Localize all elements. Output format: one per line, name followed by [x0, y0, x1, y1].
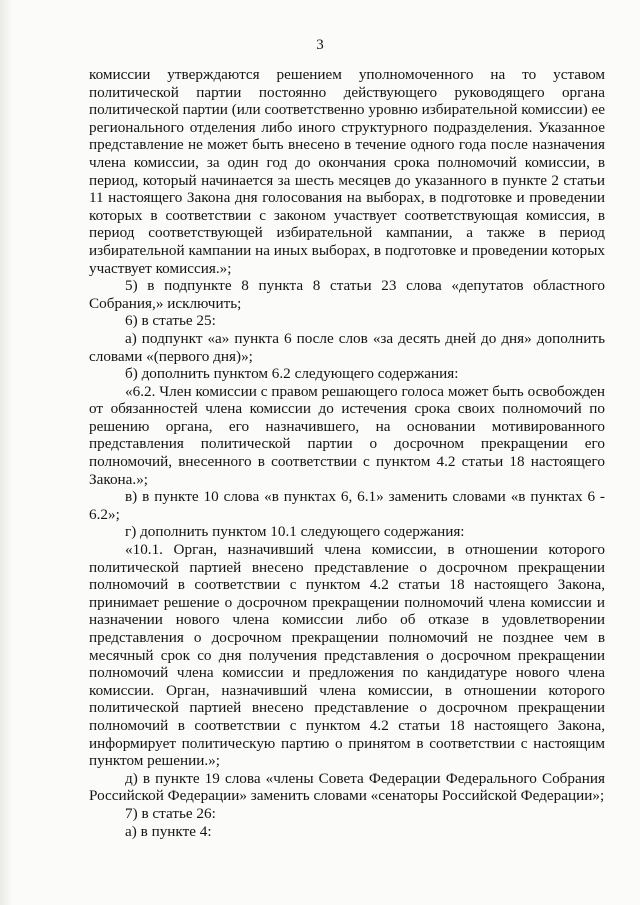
paragraph-0: комиссии утверждаются решением уполномоченного на то уставом политической партии постоянно действующего руководящего органа политической партии (или соответственно уровню избирательной комиссии) ее регионального отделения либо иного структурного подразделения. Указанное представление не может быть внесено в течение одного года после назначения члена комиссии, за один год до окончания срока полномочий комиссии, в период, который начинается за шесть месяцев до указанного в пункте 2 статьи 11 настоящего Закона дня голосования на выборах, в подготовке и проведении которых в соответствии с законом участвует соответствующая комиссия, в период соответствующей избирательной кампании, а также в период избирательной кампании на иных выборах, в подготовке и проведении которых участвует комиссия.»; — [89, 66, 605, 277]
paragraph-7: г) дополнить пунктом 10.1 следующего содержания: — [125, 523, 465, 541]
page-number: 3 — [316, 37, 324, 53]
document-body — [89, 66, 605, 840]
scan-edge-shadow — [0, 0, 12, 905]
paragraph-6: в) в пункте 10 слова «в пунктах 6, 6.1» заменить словами «в пунктах 6 - 6.2»; — [89, 488, 605, 523]
paragraph-10: 7) в статье 26: — [125, 804, 216, 822]
paragraph-9: д) в пункте 19 слова «члены Совета Федерации Федерального Собрания Российской Федерации» заменить словами «сенаторы Российской Федерации»; — [89, 769, 605, 805]
paragraph-11: а) в пункте 4: — [125, 822, 212, 840]
paragraph-1: 5) в подпункте 8 пункта 8 статьи 23 слова «депутатов областного Собрания,» исключить; — [89, 277, 605, 312]
paragraph-8: «10.1. Орган, назначивший члена комиссии, в отношении которого политической партией внесено представление о досрочном прекращении полномочий в соответствии с пунктом 4.2 статьи 18 настоящего Закона, принимает решение о досрочном прекращении полномочий члена комиссии и назначении нового члена комиссии либо об отказе в удовлетворении представления о досрочном прекращении полномочий не позднее чем в месячный срок со дня получения представления о досрочном прекращении полномочий члена комиссии и предложения по кандидатуре нового члена комиссии. Орган, назначивший члена комиссии, в отношении которого политической партией внесено представление о досрочном прекращении полномочий в соответствии с пунктом 4.2 статьи 18 настоящего Закона, информирует политическую партию о принятом в соответствии с настоящим пунктом решении.»; — [89, 541, 605, 770]
paragraph-5: «6.2. Член комиссии с правом решающего голоса может быть освобожден от обязанностей члена комиссии до истечения срока своих полномочий по решению органа, его назначившего, на основании мотивированного представления политической партии о досрочном прекращении его полномочий, внесенного в соответствии с пунктом 4.2 статьи 18 настоящего Закона.»; — [89, 382, 605, 488]
paragraph-3: а) подпункт «а» пункта 6 после слов «за десять дней до дня» дополнить словами «(первого дня)»; — [89, 329, 605, 365]
paragraph-4: б) дополнить пунктом 6.2 следующего содержания: — [125, 365, 459, 383]
paragraph-2: 6) в статье 25: — [125, 312, 216, 330]
